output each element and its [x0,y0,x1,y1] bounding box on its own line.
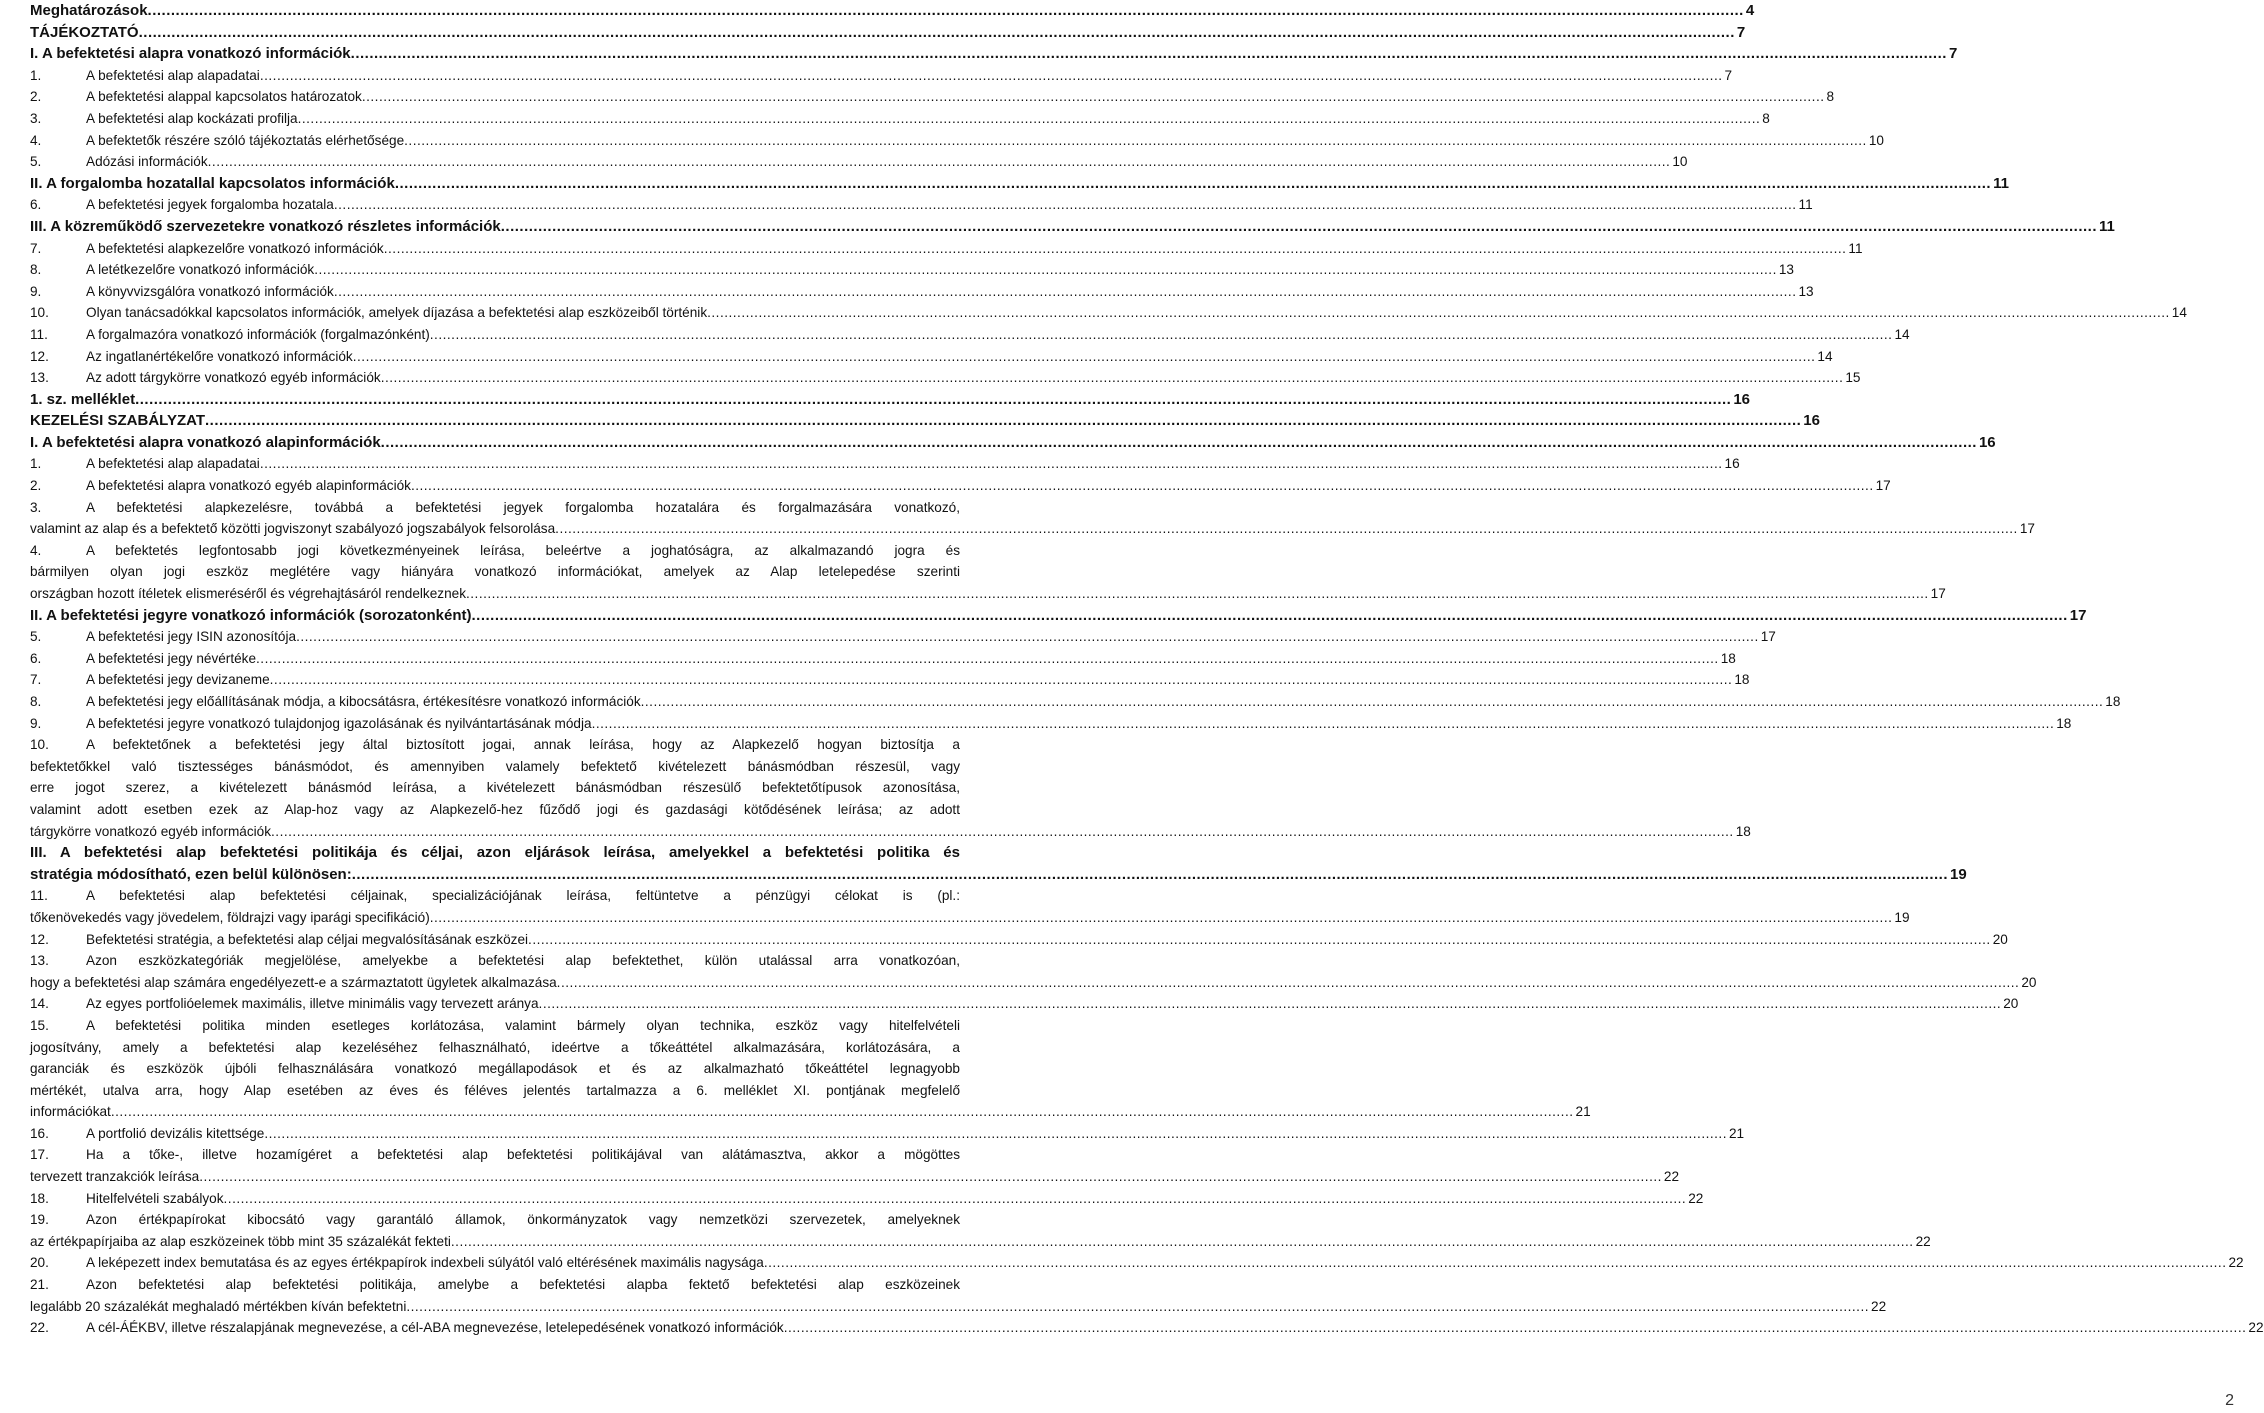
toc-page-number: 16 [1733,390,1751,408]
toc-entry[interactable] [30,194,1813,216]
toc-page-number: 18 [1720,650,1736,666]
toc-entry-last-line [30,821,1751,843]
toc-entry-text: A befektetési jegyre vonatkozó tulajdonjog igazolásának és nyilvántartásának módja [86,715,592,731]
toc-entry[interactable] [30,1188,1704,1210]
toc-leader-dots [592,713,2055,735]
toc-entry-text: II. A befektetési jegyre vonatkozó információk (sorozatonként) [30,606,472,624]
toc-leader-dots [352,864,1948,886]
toc-entry[interactable] [30,497,2035,540]
toc-entry[interactable] [30,1015,1591,1123]
toc-entry-number: 3. [30,499,42,515]
toc-entry-last-line [30,1296,1887,1318]
toc-entry-text: A befektetési alapkezelőre vonatkozó információk [86,240,384,256]
toc-leader-dots [384,238,1847,260]
toc-entry-text: A befektetési alapra vonatkozó egyéb alapinformációk [86,478,411,494]
toc-entry-text: tárgykörre vonatkozó egyéb információk [30,823,272,839]
toc-entry[interactable] [30,475,1891,497]
toc-entry[interactable] [30,1209,1931,1252]
toc-entry-text: KEZELÉSI SZABÁLYZAT [30,412,206,430]
toc-entry-text: A befektetési alap kockázati profilja [86,110,298,126]
toc-entry-number: 13. [30,953,49,969]
toc-page-number: 18 [2056,715,2072,731]
toc-entry[interactable] [30,0,1755,22]
toc-leader-dots [784,1317,2247,1339]
toc-entry-text: A befektetési jegy előállításának módja, a kibocsátásra, értékesítésre vonatkozó információk [86,694,641,709]
toc-entry-text: A letétkezelőre vonatkozó információk [86,262,315,278]
toc-leader-dots [224,1188,1687,1210]
page-number: 2 [2225,1392,2234,1409]
toc-leader-dots [208,151,1671,173]
toc-entry-text: III. A befektetési alap befektetési politikája és céljai, azon eljárások leírása, amelyekkel a befektetési politika és [30,844,960,862]
toc-entry[interactable] [30,993,2019,1015]
toc-leader-dots [707,302,2170,324]
toc-entry-text: Az ingatlanértékelőre vonatkozó információk [86,348,353,364]
toc-entry-number: 1. [30,456,42,472]
toc-entry-number: 6. [30,650,42,666]
toc-entry-number: 1. [30,67,42,83]
toc-leader-dots [557,972,2020,994]
toc-entry-text: Ha a tőke-, illetve hozamígéret a befektetési alap befektetési politikájával van alátámasztva, akkor a mögöttes [86,1147,960,1163]
toc-leader-dots [205,410,1801,432]
toc-leader-dots [135,389,1731,411]
toc-entry-text: valamint adott esetben ezek az Alap-hoz vagy az Alapkezelő-hez fűződő jogi és gazdasági kötődésének leírása; az adott [30,801,960,817]
toc-page-number: 15 [1845,370,1861,386]
toc-leader-dots [362,86,1825,108]
toc-entry[interactable] [30,410,1820,432]
toc-leader-dots [334,194,1797,216]
toc-entry-number: 10. [30,305,49,321]
toc-page-number: 16 [1724,456,1740,472]
toc-entry[interactable] [30,259,1794,281]
toc-entry-text: A befektetőnek a befektetési jegy által biztosított jogai, annak leírása, hogy az Alapkezelő hogyan biztosítja a [86,737,960,753]
toc-leader-dots [641,691,2104,713]
toc-leader-dots [296,626,1759,648]
toc-leader-dots [381,367,1844,389]
toc-entry-text: Meghatározások [30,2,148,19]
toc-page-number: 13 [1798,283,1814,299]
toc-page-number: 17 [1760,629,1776,645]
toc-leader-dots [139,22,1735,44]
toc-entry-line [30,1058,960,1080]
toc-entry-number: 17. [30,1147,49,1163]
toc-page-number: 18 [1734,672,1750,688]
toc-entry-line [30,1080,960,1102]
toc-page-number: 18 [1735,823,1751,839]
toc-entry-text: A befektetési alapkezelésre, továbbá a befektetési jegyek forgalomba hozatalára és forgalmazására vonatkozó, [86,499,960,515]
toc-entry-text: 1. sz. melléklet [30,390,136,408]
toc-entry-number: 15. [30,1017,49,1033]
toc-leader-dots [381,432,1977,454]
toc-entry-line [30,756,960,778]
toc-entry-text: Az egyes portfolióelemek maximális, illetve minimális vagy tervezett aránya [86,996,539,1012]
toc-page-number: 22 [2228,1255,2244,1271]
toc-page-number: 11 [1798,197,1813,213]
toc-entry[interactable] [30,1252,2244,1274]
toc-leader-dots [199,1166,1662,1188]
toc-entry-text: A portfolió devizális kitettsége [86,1125,265,1141]
toc-entry-number: 5. [30,629,42,645]
toc-page-number: 18 [2105,694,2121,709]
toc-entry-number: 14. [30,996,49,1012]
toc-leader-dots [764,1252,2227,1274]
toc-page-number: 20 [2003,996,2019,1012]
toc-leader-dots [528,929,1991,951]
toc-entry-number: 8. [30,694,42,709]
toc-page-number: 10 [1672,154,1688,170]
toc-entry-number: 3. [30,110,42,126]
toc-entry-line [30,1209,960,1231]
toc-leader-dots [256,648,1719,670]
toc-entry-text: A befektetési alap alapadatai [86,456,260,472]
toc-entry-line [30,777,960,799]
toc-entry-text: Azon befektetési alap befektetési politikája, amelybe a befektetési alapba fektető befektetési alap eszközeinek [86,1277,960,1293]
toc-page-number: 19 [1894,909,1910,925]
toc-entry[interactable] [30,842,1967,885]
toc-entry-text: III. A közreműködő szervezetekre vonatkozó részletes információk [30,217,501,235]
toc-entry-text: Azon eszközkategóriák megjelölése, amelyekbe a befektetési alap befektethet, külön utalással arra vonatkozóan, [86,953,960,969]
toc-entry-number: 9. [30,283,42,299]
toc-entry[interactable] [30,713,2072,735]
toc-leader-dots [314,259,1777,281]
toc-page-number: 17 [1875,478,1891,494]
toc-entry[interactable] [30,453,1740,475]
toc-entry-line [30,950,960,972]
toc-entry[interactable] [30,302,2187,324]
toc-entry-line [30,1274,960,1296]
toc-entry-number: 19. [30,1212,49,1228]
toc-leader-dots [404,130,1867,152]
toc-page-number: 7 [1736,23,1746,41]
toc-entry-line [30,799,960,821]
toc-leader-dots [395,173,1991,195]
toc-page-number: 22 [1663,1169,1680,1185]
toc-entry[interactable] [30,1317,2264,1339]
toc-page-number: 14 [2171,305,2187,321]
toc-entry[interactable] [30,238,1863,260]
toc-entry-number: 13. [30,370,49,386]
toc-entry-last-line [30,972,2037,994]
toc-page-number: 22 [1915,1233,1931,1249]
toc-entry-text: A befektetési alap befektetési céljainak, specializációjának leírása, feltüntetve a pénzügyi célokat is (pl.: [86,888,960,904]
toc-entry-text: garanciák és eszközök újbóli felhasználására vonatkozó megállapodások et és az alkalmazható tőkeáttétel legnagyobb [30,1061,960,1077]
toc-leader-dots [298,108,1761,130]
toc-entry-text: I. A befektetési alapra vonatkozó információk [30,45,351,63]
toc-entry-text: az értékpapírjaiba az alap eszközeinek több mint 35 százalékát fekteti [30,1233,451,1249]
toc-entry-number: 2. [30,478,42,494]
toc-entry-last-line [30,518,2035,540]
toc-entry[interactable] [30,86,1835,108]
toc-page-number: 21 [1575,1104,1591,1120]
toc-entry-text: A befektetés legfontosabb jogi következményeinek leírása, beleértve a joghatóságra, az alkalmazandó jogra és [86,542,960,558]
toc-leader-dots [334,281,1797,303]
toc-entry-number: 11. [30,326,48,342]
toc-entry-last-line [30,1166,1680,1188]
toc-entry-text: bármilyen olyan jogi eszköz meglétére vagy hiányára vonatkozó információkat, amelyek az Alap letelepedése szerinti [30,564,960,580]
toc-entry[interactable] [30,65,1733,87]
toc-page-number: 13 [1778,262,1794,278]
toc-entry[interactable] [30,929,2008,951]
toc-page-number: 7 [1948,45,1958,63]
toc-entry-text: Az adott tárgykörre vonatkozó egyéb információk [86,370,381,386]
toc-entry[interactable] [30,648,1736,670]
toc-entry[interactable] [30,151,1688,173]
toc-entry[interactable] [30,43,1958,65]
toc-leader-dots [555,518,2018,540]
toc-entry-number: 10. [30,737,49,753]
toc-entry-text: stratégia módosítható, ezen belül különösen: [30,865,352,883]
toc-entry[interactable] [30,216,2115,238]
toc-entry-text: legalább 20 százalékát meghaladó mértékben kíván befektetni [30,1298,407,1314]
toc-entry-text: információkat [30,1104,111,1120]
toc-entry-text: I. A befektetési alapra vonatkozó alapinformációk [30,433,381,451]
toc-page-number: 17 [1930,586,1946,602]
toc-entry[interactable] [30,173,2009,195]
toc-entry-text: tervezett tranzakciók leírása [30,1169,200,1185]
toc-entry[interactable] [30,669,1750,691]
toc-entry-number: 2. [30,89,42,105]
toc-page-number: 10 [1868,132,1884,148]
toc-entry-text: tőkenövekedés vagy jövedelem, földrajzi vagy iparági specifikáció) [30,909,430,925]
toc-entry-number: 9. [30,715,42,731]
toc-entry-text: országban hozott ítéletek elismeréséről és végrehajtásáról rendelkeznek [30,586,466,602]
toc-entry-text: mértékét, utalva arra, hogy Alap esetében az éves és féléves jelentés tartalmazza a 6. melléklet XI. pontjának megfelelő [30,1082,960,1098]
toc-entry[interactable] [30,691,2121,713]
toc-page-number: 8 [1762,110,1770,126]
toc-leader-dots [471,605,2067,627]
toc-leader-dots [353,346,1816,368]
toc-entry-text: A forgalmazóra vonatkozó információk (forgalmazónként) [86,326,430,342]
toc-entry-text: A befektetési alap alapadatai [86,67,260,83]
toc-entry-text: befektetőkkel való tisztességes bánásmódot, és amennyiben valamely befektető kivételezett bánásmódban részesül, vagy [30,758,960,774]
toc-page-number: 19 [1950,865,1967,883]
toc-page-number: 17 [2069,606,2087,624]
toc-entry-number: 22. [30,1320,49,1336]
toc-entry-number: 21. [30,1277,49,1293]
toc-entry-number: 4. [30,542,42,558]
toc-entry-text: Azon értékpapírokat kibocsátó vagy garantáló államok, önkormányzatok vagy nemzetközi szervezetek, amelyeknek [86,1212,960,1228]
toc-entry[interactable] [30,734,1751,842]
toc-entry-text: A befektetési politika minden esetleges korlátozása, valamint bármely olyan technika, eszköz vagy hitelfelvételi [86,1017,960,1033]
toc-page-number: 22 [2248,1320,2264,1336]
toc-entry[interactable] [30,389,1751,411]
toc-entry-line [30,561,960,583]
toc-page-number: 22 [1871,1298,1887,1314]
toc-entry[interactable] [30,540,1946,605]
toc-entry-number: 7. [30,240,42,256]
toc-entry-text: A befektetési jegy névértéke [86,650,257,666]
toc-entry-text: Olyan tanácsadókkal kapcsolatos információk, amelyek díjazása a befektetési alap eszközeiből történik [86,305,708,321]
toc-entry-line [30,497,960,519]
toc-entry-last-line [30,864,1967,886]
toc-entry-number: 8. [30,262,42,278]
toc-entry-line [30,1037,960,1059]
toc-entry-last-line [30,1101,1591,1123]
toc-entry-text: A cél-ÁÉKBV, illetve részalapjának megnevezése, a cél-ABA megnevezése, letelepedésének vonatkozó információk [86,1320,784,1336]
toc-entry-text: jogosítvány, amely a befektetési alap kezeléséhez felhasználható, ideértve a tőkeáttétel alkalmazására, korlátozására, a [30,1039,960,1055]
toc-entry-text: A befektetési jegy ISIN azonosítója [86,629,297,645]
toc-entry[interactable] [30,346,1833,368]
toc-entry-text: A befektetési jegy devizaneme [86,672,270,688]
toc-page-number: 8 [1826,89,1835,105]
toc-entry-text: hogy a befektetési alap számára engedélyezett-e a származtatott ügyletek alkalmazása [30,974,557,990]
toc-entry-line [30,1015,960,1037]
toc-entry-text: Adózási információk [86,154,208,170]
toc-leader-dots [111,1101,1574,1123]
toc-entry[interactable] [30,1123,1745,1145]
toc-entry-text: A könyvvizsgálóra vonatkozó információk [86,283,334,299]
toc-entry-number: 16. [30,1125,49,1141]
toc-entry-text: TÁJÉKOZTATÓ [30,23,139,41]
toc-entry-number: 4. [30,132,42,148]
toc-entry[interactable] [30,281,1814,303]
toc-leader-dots [351,43,1947,65]
toc-entry-text: II. A forgalomba hozatallal kapcsolatos információk [30,174,395,192]
toc-entry[interactable] [30,605,2087,627]
toc-entry-number: 7. [30,672,42,688]
toc-entry-text: A befektetési jegyek forgalomba hozatala [86,197,334,213]
toc-entry-number: 12. [30,348,49,364]
toc-entry-number: 12. [30,931,49,947]
toc-page-number: 11 [2099,217,2115,235]
toc-entry-line [30,885,960,907]
toc-entry[interactable] [30,432,1996,454]
toc-leader-dots [271,821,1734,843]
toc-entry-line [30,842,960,864]
toc-entry-text: erre jogot szerez, a kivételezett bánásmód leírása, a kivételezett bánásmódban részesülő befektetőtípusok azonosítása, [30,780,960,796]
toc-entry-text: Befektetési stratégia, a befektetési alap céljai megvalósításának eszközei [86,931,529,947]
toc-entry-last-line [30,907,1910,929]
toc-page-number: 11 [1993,174,2009,192]
toc-entry-text: Hitelfelvételi szabályok [86,1190,224,1206]
toc-leader-dots [411,475,1874,497]
toc-entry-text: A leképezett index bemutatása és az egyes értékpapírok indexbeli súlyától való eltérésének maximális nagysága [86,1255,764,1271]
toc-entry-line [30,540,960,562]
toc-entry-number: 18. [30,1190,49,1206]
toc-page-number: 14 [1817,348,1833,364]
toc-page-number: 16 [1803,412,1820,430]
toc-entry-number: 6. [30,197,42,213]
toc-entry-number: 5. [30,154,42,170]
toc-entry-last-line [30,1231,1931,1253]
toc-entry-line [30,734,960,756]
toc-leader-dots [539,993,2002,1015]
toc-entry-text: valamint az alap és a befektető közötti jogviszonyt szabályozó jogszabályok felsorolása [30,521,556,537]
toc-entry-last-line [30,583,1946,605]
toc-page-number: 17 [2019,521,2035,537]
toc-page-number: 7 [1724,67,1733,83]
toc-leader-dots [270,669,1733,691]
toc-entry[interactable] [30,1144,1680,1187]
toc-entry[interactable] [30,108,1770,130]
toc-entry[interactable] [30,885,1910,928]
toc-entry-text: A befektetők részére szóló tájékoztatás elérhetősége [86,132,405,148]
toc-page-number: 22 [1688,1190,1704,1206]
toc-entry[interactable] [30,324,1910,346]
toc-entry-number: 11. [30,888,48,904]
table-of-contents [30,0,2264,1339]
toc-leader-dots [466,583,1929,605]
toc-entry-number: 20. [30,1255,49,1271]
toc-page-number: 20 [2021,974,2037,990]
toc-leader-dots [264,1123,1727,1145]
toc-leader-dots [501,216,2097,238]
toc-leader-dots [148,0,1744,22]
toc-entry[interactable] [30,22,1746,44]
toc-page-number: 4 [1745,2,1755,19]
toc-page-number: 21 [1729,1125,1745,1141]
toc-page-number: 20 [1992,931,2008,947]
toc-page-number: 16 [1978,433,1996,451]
toc-leader-dots [430,324,1893,346]
toc-leader-dots [451,1231,1914,1253]
toc-entry[interactable] [30,1274,1887,1317]
toc-leader-dots [406,1296,1869,1318]
toc-leader-dots [430,907,1893,929]
toc-entry[interactable] [30,130,1884,152]
toc-leader-dots [260,65,1723,87]
toc-entry[interactable] [30,367,1861,389]
toc-page-number: 11 [1848,240,1863,256]
toc-entry[interactable] [30,626,1776,648]
toc-entry-line [30,1144,960,1166]
toc-leader-dots [260,453,1723,475]
toc-entry[interactable] [30,950,2037,993]
toc-page-number: 14 [1894,326,1910,342]
toc-entry-text: A befektetési alappal kapcsolatos határozatok [86,89,362,105]
